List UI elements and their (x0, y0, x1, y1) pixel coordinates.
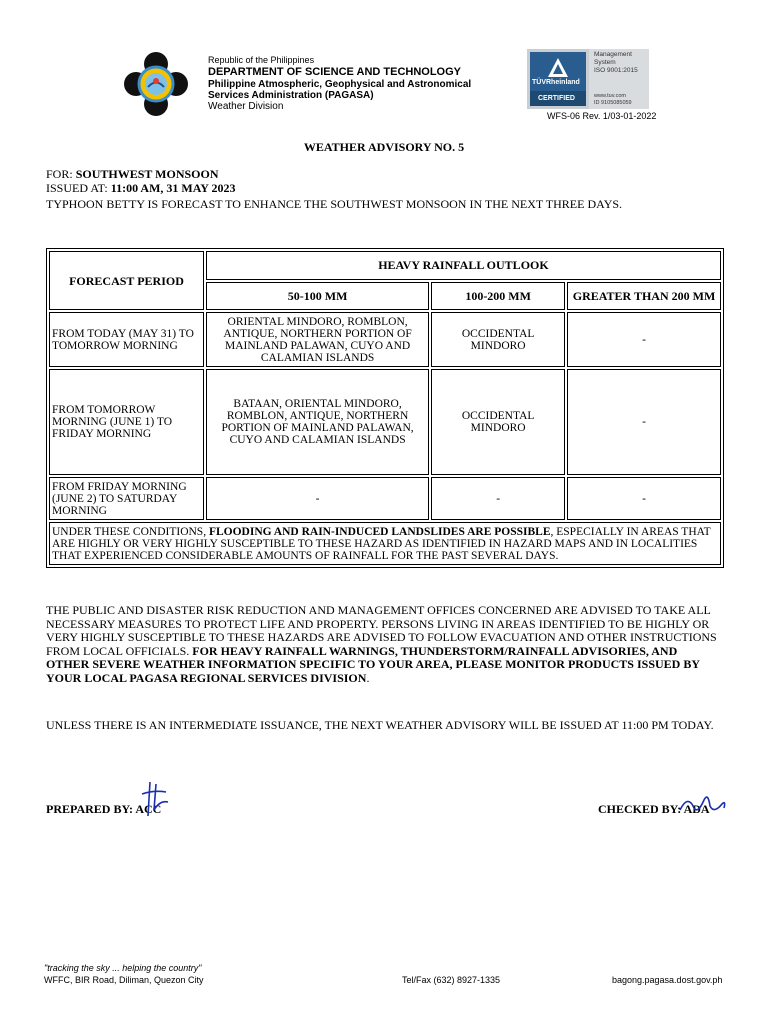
period-cell: FROM FRIDAY MORNING (JUNE 2) TO SATURDAY MORNING (49, 477, 204, 520)
checked-by: CHECKED BY: ADA (598, 802, 710, 816)
prepared-by-signature (136, 780, 172, 820)
advisory-title: WEATHER ADVISORY NO. 5 (303, 140, 465, 154)
rainfall-100-200-cell: OCCIDENTAL MINDORO (431, 312, 565, 367)
checked-by-signature (678, 790, 728, 816)
agency-name-line2: Services Administration (PAGASA) (208, 90, 374, 101)
footer-tagline: "tracking the sky ... helping the country" (44, 963, 202, 973)
tuv-certification-badge (527, 49, 649, 109)
issued-line (46, 182, 236, 195)
footer-telfax: Tel/Fax (632) 8927-1335 (402, 975, 501, 985)
period-cell: FROM TOMORROW MORNING (JUNE 1) TO FRIDAY MORNING (49, 369, 204, 475)
rainfall-100-200-cell: - (431, 477, 565, 520)
issued-value: 11:00 AM, 31 MAY 2023 (110, 181, 236, 195)
rainfall-over-200-cell: - (567, 312, 721, 367)
public-advisory-paragraph: THE PUBLIC AND DISASTER RISK REDUCTION AND MANAGEMENT OFFICES CONCERNED ARE ADVISED TO TAKE ALL NECESSARY MEASURES TO PROTECT LIFE AND PROPERTY. PERSONS LIVING IN AREAS IDENTIFIED TO BE HIGHLY OR VERY HIGHLY SUSCEPTIBLE TO THESE HAZARDS ARE ADVISED TO FOLLOW EVACUATION AND OTHER INSTRUCTIONS FROM LOCAL OFFICIALS. FOR HEAVY RAINFALL WARNINGS, THUNDERSTORM/RAINFALL ADVISORIES, AND OTHER SEVERE WEATHER INFORMATION SPECIFIC TO YOUR AREA, PLEASE MONITOR PRODUCTS ISSUED BY YOUR LOCAL PAGASA REGIONAL SERVICES DIVISION. (46, 603, 717, 685)
heavy-rainfall-outlook-header: HEAVY RAINFALL OUTLOOK (206, 251, 721, 280)
conditions-note-emphasis: FLOODING AND RAIN-INDUCED LANDSLIDES ARE POSSIBLE (208, 525, 551, 538)
next-advisory-paragraph: UNLESS THERE IS AN INTERMEDIATE ISSUANCE, THE NEXT WEATHER ADVISORY WILL BE ISSUED AT 11:00 PM TODAY. (46, 718, 714, 732)
division-name: Weather Division (208, 101, 284, 112)
pagasa-logo (124, 52, 188, 116)
agency-header (208, 55, 471, 112)
rainfall-50-100-cell: BATAAN, ORIENTAL MINDORO, ROMBLON, ANTIQUE, NORTHERN PORTION OF MAINLAND PALAWAN, CUYO AND CALAMIAN ISLANDS (206, 369, 429, 475)
management-system-text: Management System ISO 9001:2015 (594, 51, 638, 74)
monitor-products-emphasis: FOR HEAVY RAINFALL WARNINGS, THUNDERSTORM/RAINFALL ADVISORIES, AND OTHER SEVERE WEATHER INFORMATION SPECIFIC TO YOUR AREA, PLEASE MONITOR PRODUCTS ISSUED BY YOUR LOCAL PAGASA REGIONAL SERVICES DIVISION (46, 643, 700, 685)
department-name: DEPARTMENT OF SCIENCE AND TECHNOLOGY (208, 66, 462, 78)
rainfall-50-100-cell: ORIENTAL MINDORO, ROMBLON, ANTIQUE, NORTHERN PORTION OF MAINLAND PALAWAN, CUYO AND CALAMIAN ISLANDS (206, 312, 429, 367)
form-number: WFS-06 Rev. 1/03-01-2022 (547, 111, 657, 121)
advisory-summary: TYPHOON BETTY IS FORECAST TO ENHANCE THE SOUTHWEST MONSOON IN THE NEXT THREE DAYS. (46, 197, 623, 211)
rainfall-over-200-cell: - (567, 477, 721, 520)
for-label: FOR: (46, 167, 76, 181)
table-row (49, 477, 721, 520)
forecast-period-header: FORECAST PERIOD (49, 251, 204, 310)
certified-text: CERTIFIED (538, 95, 575, 102)
rainfall-over-200-cell: - (567, 369, 721, 475)
col-header-over-200: GREATER THAN 200 MM (567, 282, 721, 311)
footer-address: WFFC, BIR Road, Diliman, Quezon City (44, 975, 204, 985)
col-header-100-200: 100-200 MM (431, 282, 565, 311)
for-value: SOUTHWEST MONSOON (75, 167, 219, 181)
footer-website: bagong.pagasa.dost.gov.ph (612, 975, 723, 985)
tuv-logo-text: TÜVRheinland (532, 79, 580, 86)
issued-label: ISSUED AT: (46, 181, 111, 195)
rainfall-outlook-table (46, 248, 724, 568)
republic-text: Republic of the Philippines (208, 55, 315, 65)
conditions-note: UNDER THESE CONDITIONS, FLOODING AND RAIN-INDUCED LANDSLIDES ARE POSSIBLE, ESPECIALLY IN AREAS THAT ARE HIGHLY OR VERY HIGHLY SUSCEPTIBLE TO THESE HAZARD AS IDENTIFIED IN HAZARD MAPS AND IN LOCALITIES THAT EXPERIENCED CONSIDERABLE AMOUNTS OF RAINFALL FOR THE PAST SEVERAL DAYS. (49, 522, 721, 565)
rainfall-100-200-cell: OCCIDENTAL MINDORO (431, 369, 565, 475)
agency-name-line1: Philippine Atmospheric, Geophysical and Astronomical (208, 79, 472, 90)
rainfall-50-100-cell: - (206, 477, 429, 520)
for-line (46, 168, 219, 181)
table-row (49, 369, 721, 475)
period-cell: FROM TODAY (MAY 31) TO TOMORROW MORNING (49, 312, 204, 367)
col-header-50-100: 50-100 MM (206, 282, 429, 311)
prepared-by: PREPARED BY: ACC (46, 802, 162, 816)
table-row (49, 312, 721, 367)
cert-id-text: www.tuv.com ID 9105085059 (594, 93, 632, 106)
